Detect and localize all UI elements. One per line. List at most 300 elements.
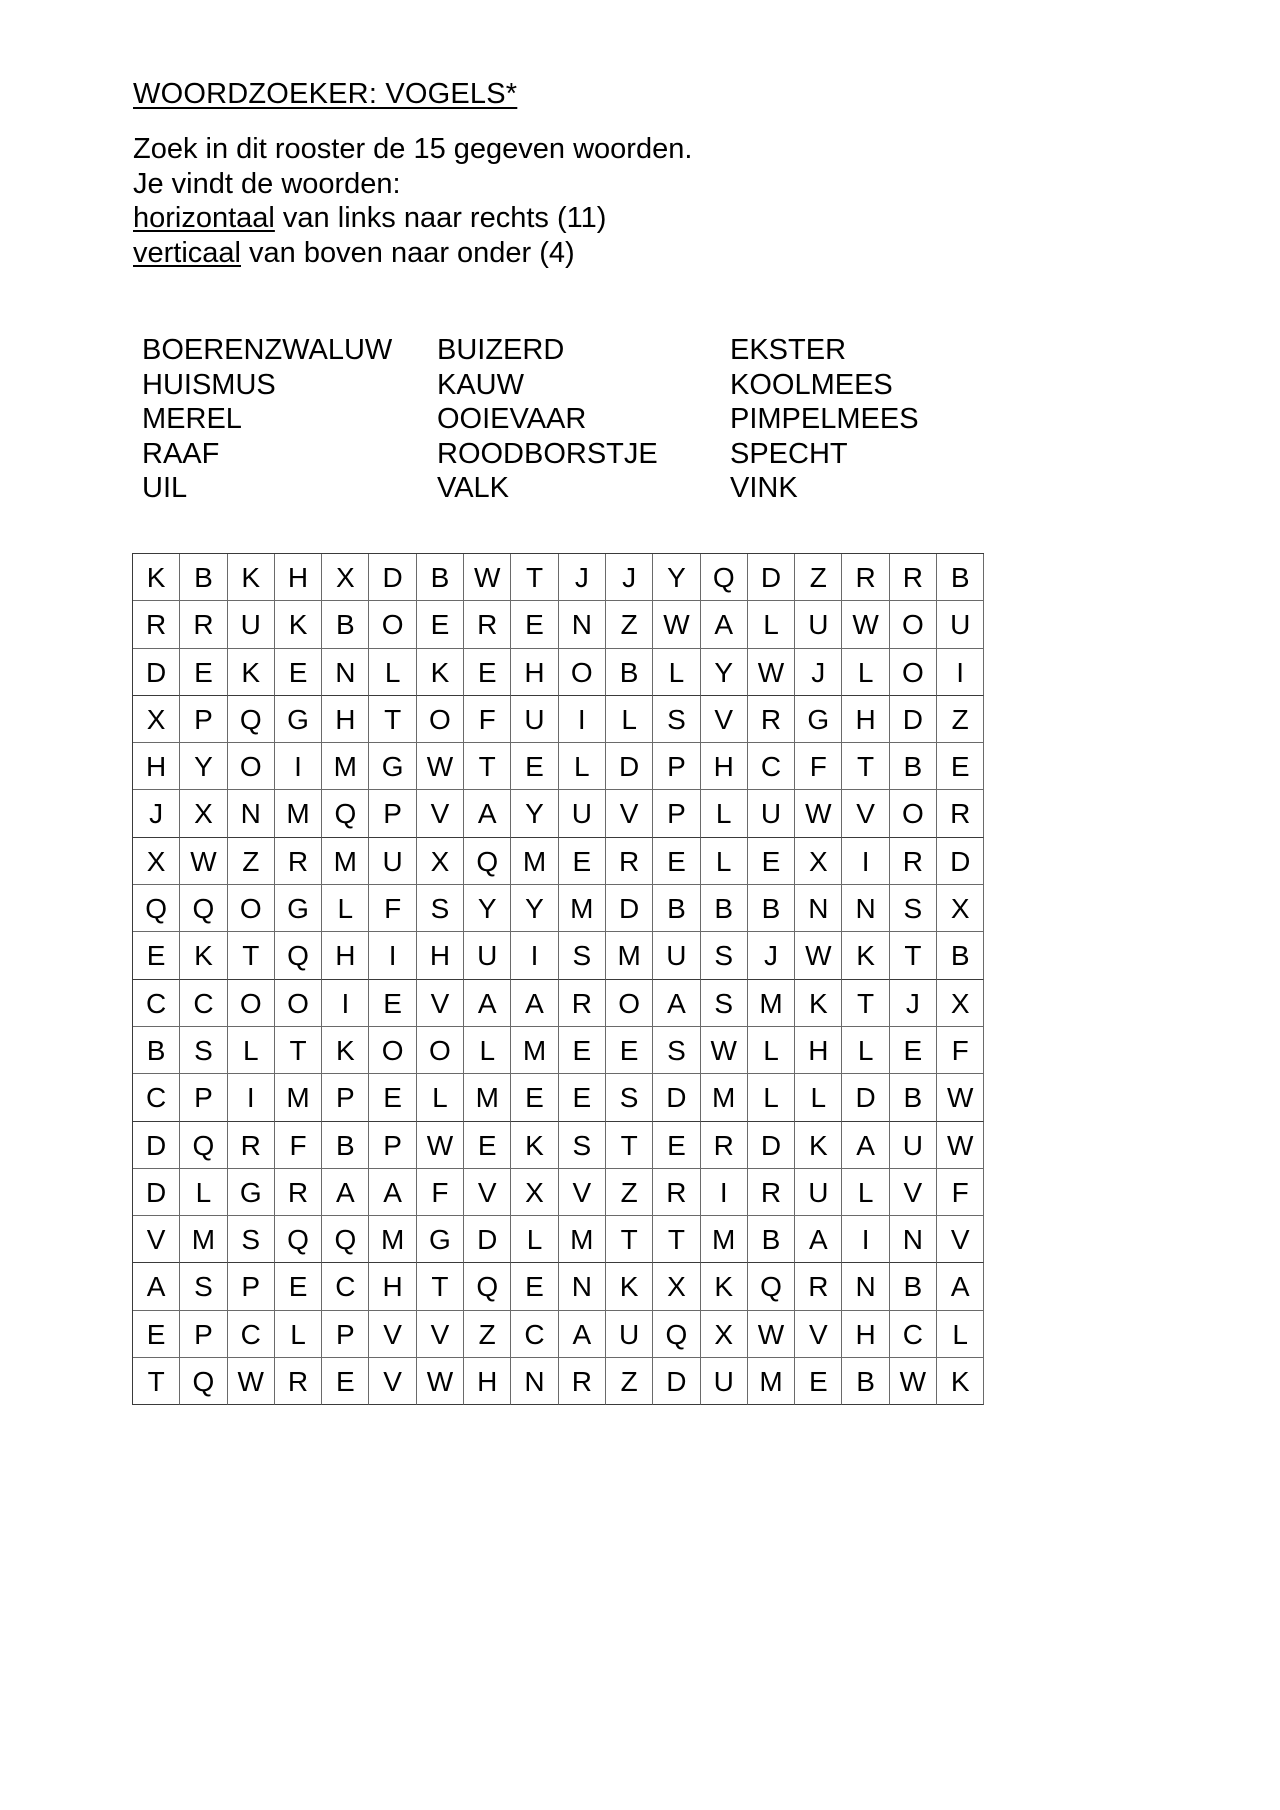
grid-cell[interactable]: W [795,790,842,837]
grid-cell[interactable]: U [795,1169,842,1216]
grid-cell[interactable]: E [322,1358,369,1405]
grid-cell[interactable]: Q [180,1122,227,1169]
grid-cell[interactable]: D [653,1074,700,1121]
grid-cell[interactable]: U [511,696,558,743]
grid-cell[interactable]: I [842,838,889,885]
grid-cell[interactable]: E [653,1122,700,1169]
grid-cell[interactable]: S [417,885,464,932]
grid-cell[interactable]: Z [606,601,653,648]
grid-cell[interactable]: I [559,696,606,743]
grid-cell[interactable]: B [937,932,984,979]
grid-cell[interactable]: Y [511,885,558,932]
grid-cell[interactable]: D [890,696,937,743]
grid-cell[interactable]: N [842,1263,889,1310]
grid-cell[interactable]: L [180,1169,227,1216]
grid-cell[interactable]: A [701,601,748,648]
grid-cell[interactable]: R [464,601,511,648]
grid-cell[interactable]: N [228,790,275,837]
grid-cell[interactable]: Q [275,932,322,979]
grid-cell[interactable]: B [180,554,227,601]
grid-cell[interactable]: F [275,1122,322,1169]
grid-cell[interactable]: E [133,932,180,979]
grid-cell[interactable]: D [369,554,416,601]
grid-cell[interactable]: M [464,1074,511,1121]
grid-cell[interactable]: T [133,1358,180,1405]
grid-cell[interactable]: X [133,838,180,885]
grid-cell[interactable]: D [606,743,653,790]
grid-cell[interactable]: E [464,1122,511,1169]
grid-cell[interactable]: R [748,1169,795,1216]
grid-cell[interactable]: W [464,554,511,601]
grid-cell[interactable]: H [275,554,322,601]
grid-cell[interactable]: V [417,980,464,1027]
grid-cell[interactable]: E [511,743,558,790]
grid-cell[interactable]: Q [653,1311,700,1358]
grid-cell[interactable]: N [322,649,369,696]
grid-cell[interactable]: S [890,885,937,932]
grid-cell[interactable]: A [322,1169,369,1216]
grid-cell[interactable]: T [890,932,937,979]
grid-cell[interactable]: O [369,601,416,648]
grid-cell[interactable]: M [322,743,369,790]
grid-cell[interactable]: A [842,1122,889,1169]
grid-cell[interactable]: S [701,932,748,979]
grid-cell[interactable]: F [369,885,416,932]
grid-cell[interactable]: W [417,1358,464,1405]
grid-cell[interactable]: B [701,885,748,932]
grid-cell[interactable]: Y [653,554,700,601]
grid-cell[interactable]: E [748,838,795,885]
grid-cell[interactable]: E [890,1027,937,1074]
grid-cell[interactable]: X [701,1311,748,1358]
grid-cell[interactable]: O [890,649,937,696]
grid-cell[interactable]: P [180,696,227,743]
grid-cell[interactable]: C [511,1311,558,1358]
grid-cell[interactable]: K [795,1122,842,1169]
grid-cell[interactable]: H [511,649,558,696]
grid-cell[interactable]: J [795,649,842,696]
grid-cell[interactable]: D [606,885,653,932]
grid-cell[interactable]: Z [464,1311,511,1358]
grid-cell[interactable]: X [133,696,180,743]
grid-cell[interactable]: X [322,554,369,601]
grid-cell[interactable]: V [606,790,653,837]
grid-cell[interactable]: U [748,790,795,837]
grid-cell[interactable]: O [275,980,322,1027]
grid-cell[interactable]: V [795,1311,842,1358]
grid-cell[interactable]: B [937,554,984,601]
grid-cell[interactable]: K [937,1358,984,1405]
grid-cell[interactable]: M [275,1074,322,1121]
grid-cell[interactable]: I [228,1074,275,1121]
grid-cell[interactable]: Q [464,1263,511,1310]
grid-cell[interactable]: Q [701,554,748,601]
grid-cell[interactable]: B [133,1027,180,1074]
grid-cell[interactable]: U [701,1358,748,1405]
grid-cell[interactable]: U [795,601,842,648]
grid-cell[interactable]: K [417,649,464,696]
grid-cell[interactable]: M [275,790,322,837]
grid-cell[interactable]: P [180,1311,227,1358]
grid-cell[interactable]: F [464,696,511,743]
grid-cell[interactable]: W [417,743,464,790]
grid-cell[interactable]: T [511,554,558,601]
grid-cell[interactable]: R [701,1122,748,1169]
grid-cell[interactable]: E [937,743,984,790]
grid-cell[interactable]: H [322,932,369,979]
grid-cell[interactable]: V [369,1311,416,1358]
grid-cell[interactable]: P [653,743,700,790]
grid-cell[interactable]: R [559,1358,606,1405]
grid-cell[interactable]: V [464,1169,511,1216]
grid-cell[interactable]: E [133,1311,180,1358]
grid-cell[interactable]: I [511,932,558,979]
grid-cell[interactable]: L [701,838,748,885]
grid-cell[interactable]: S [180,1027,227,1074]
grid-cell[interactable]: D [748,1122,795,1169]
grid-cell[interactable]: L [842,1027,889,1074]
grid-cell[interactable]: R [890,554,937,601]
grid-cell[interactable]: E [417,601,464,648]
grid-cell[interactable]: S [653,1027,700,1074]
grid-cell[interactable]: H [369,1263,416,1310]
grid-cell[interactable]: M [701,1074,748,1121]
grid-cell[interactable]: T [417,1263,464,1310]
grid-cell[interactable]: D [133,1122,180,1169]
grid-cell[interactable]: Z [937,696,984,743]
grid-cell[interactable]: R [606,838,653,885]
grid-cell[interactable]: M [511,1027,558,1074]
grid-cell[interactable]: G [417,1216,464,1263]
grid-cell[interactable]: H [795,1027,842,1074]
grid-cell[interactable]: M [511,838,558,885]
grid-cell[interactable]: E [275,1263,322,1310]
grid-cell[interactable]: W [748,649,795,696]
grid-cell[interactable]: T [606,1216,653,1263]
grid-cell[interactable]: K [795,980,842,1027]
grid-cell[interactable]: K [511,1122,558,1169]
grid-cell[interactable]: U [606,1311,653,1358]
grid-cell[interactable]: I [842,1216,889,1263]
grid-cell[interactable]: E [606,1027,653,1074]
grid-cell[interactable]: O [890,601,937,648]
grid-cell[interactable]: V [890,1169,937,1216]
grid-cell[interactable]: B [417,554,464,601]
grid-cell[interactable]: G [228,1169,275,1216]
grid-cell[interactable]: J [133,790,180,837]
grid-cell[interactable]: P [369,790,416,837]
grid-cell[interactable]: N [559,1263,606,1310]
grid-cell[interactable]: F [795,743,842,790]
grid-cell[interactable]: Q [748,1263,795,1310]
grid-cell[interactable]: W [795,932,842,979]
grid-cell[interactable]: R [180,601,227,648]
grid-cell[interactable]: O [417,1027,464,1074]
grid-cell[interactable]: O [228,743,275,790]
grid-cell[interactable]: D [748,554,795,601]
grid-cell[interactable]: C [133,980,180,1027]
grid-cell[interactable]: A [369,1169,416,1216]
grid-cell[interactable]: E [795,1358,842,1405]
grid-cell[interactable]: C [228,1311,275,1358]
grid-cell[interactable]: U [937,601,984,648]
grid-cell[interactable]: F [937,1169,984,1216]
grid-cell[interactable]: S [653,696,700,743]
grid-cell[interactable]: N [559,601,606,648]
grid-cell[interactable]: E [464,649,511,696]
grid-cell[interactable]: V [701,696,748,743]
grid-cell[interactable]: Q [228,696,275,743]
grid-cell[interactable]: X [511,1169,558,1216]
grid-cell[interactable]: L [275,1311,322,1358]
grid-cell[interactable]: P [653,790,700,837]
grid-cell[interactable]: W [701,1027,748,1074]
grid-cell[interactable]: G [275,696,322,743]
grid-cell[interactable]: J [606,554,653,601]
grid-cell[interactable]: D [133,649,180,696]
grid-cell[interactable]: E [180,649,227,696]
grid-cell[interactable]: K [322,1027,369,1074]
grid-cell[interactable]: K [842,932,889,979]
grid-cell[interactable]: A [559,1311,606,1358]
grid-cell[interactable]: K [701,1263,748,1310]
grid-cell[interactable]: I [322,980,369,1027]
grid-cell[interactable]: A [937,1263,984,1310]
grid-cell[interactable]: B [653,885,700,932]
grid-cell[interactable]: T [606,1122,653,1169]
grid-cell[interactable]: L [937,1311,984,1358]
grid-cell[interactable]: J [890,980,937,1027]
grid-cell[interactable]: M [180,1216,227,1263]
grid-cell[interactable]: S [701,980,748,1027]
grid-cell[interactable]: V [369,1358,416,1405]
grid-cell[interactable]: Q [180,885,227,932]
grid-cell[interactable]: V [417,790,464,837]
grid-cell[interactable]: K [228,554,275,601]
grid-cell[interactable]: P [322,1311,369,1358]
grid-cell[interactable]: T [842,743,889,790]
grid-cell[interactable]: O [417,696,464,743]
grid-cell[interactable]: A [653,980,700,1027]
grid-cell[interactable]: Z [606,1358,653,1405]
grid-cell[interactable]: A [133,1263,180,1310]
grid-cell[interactable]: H [133,743,180,790]
grid-cell[interactable]: W [937,1122,984,1169]
grid-cell[interactable]: S [228,1216,275,1263]
grid-cell[interactable]: G [275,885,322,932]
grid-cell[interactable]: O [606,980,653,1027]
grid-cell[interactable]: G [369,743,416,790]
grid-cell[interactable]: R [133,601,180,648]
grid-cell[interactable]: P [228,1263,275,1310]
grid-cell[interactable]: L [559,743,606,790]
grid-cell[interactable]: H [701,743,748,790]
grid-cell[interactable]: N [795,885,842,932]
grid-cell[interactable]: U [228,601,275,648]
grid-cell[interactable]: R [275,1169,322,1216]
grid-cell[interactable]: R [842,554,889,601]
grid-cell[interactable]: A [464,980,511,1027]
grid-cell[interactable]: C [890,1311,937,1358]
grid-cell[interactable]: D [133,1169,180,1216]
grid-cell[interactable]: U [369,838,416,885]
grid-cell[interactable]: U [464,932,511,979]
grid-cell[interactable]: L [701,790,748,837]
grid-cell[interactable]: T [228,932,275,979]
grid-cell[interactable]: E [511,1263,558,1310]
grid-cell[interactable]: T [369,696,416,743]
grid-cell[interactable]: W [653,601,700,648]
grid-cell[interactable]: H [842,696,889,743]
grid-cell[interactable]: M [322,838,369,885]
grid-cell[interactable]: O [559,649,606,696]
grid-cell[interactable]: Z [228,838,275,885]
grid-cell[interactable]: E [369,1074,416,1121]
grid-cell[interactable]: B [890,1263,937,1310]
grid-cell[interactable]: V [417,1311,464,1358]
grid-cell[interactable]: W [228,1358,275,1405]
grid-cell[interactable]: L [795,1074,842,1121]
grid-cell[interactable]: Z [795,554,842,601]
grid-cell[interactable]: K [133,554,180,601]
grid-cell[interactable]: K [180,932,227,979]
grid-cell[interactable]: B [322,601,369,648]
grid-cell[interactable]: B [890,743,937,790]
grid-cell[interactable]: H [464,1358,511,1405]
grid-cell[interactable]: O [228,980,275,1027]
grid-cell[interactable]: U [890,1122,937,1169]
grid-cell[interactable]: B [606,649,653,696]
grid-cell[interactable]: W [180,838,227,885]
grid-cell[interactable]: K [606,1263,653,1310]
grid-cell[interactable]: M [559,1216,606,1263]
grid-cell[interactable]: L [369,649,416,696]
grid-cell[interactable]: E [559,1027,606,1074]
grid-cell[interactable]: L [322,885,369,932]
grid-cell[interactable]: F [417,1169,464,1216]
grid-cell[interactable]: B [322,1122,369,1169]
grid-cell[interactable]: D [842,1074,889,1121]
grid-cell[interactable]: B [842,1358,889,1405]
grid-cell[interactable]: B [890,1074,937,1121]
grid-cell[interactable]: M [559,885,606,932]
grid-cell[interactable]: W [748,1311,795,1358]
grid-cell[interactable]: R [559,980,606,1027]
grid-cell[interactable]: Y [511,790,558,837]
grid-cell[interactable]: E [559,1074,606,1121]
grid-cell[interactable]: C [133,1074,180,1121]
grid-cell[interactable]: V [133,1216,180,1263]
grid-cell[interactable]: G [795,696,842,743]
grid-cell[interactable]: D [464,1216,511,1263]
grid-cell[interactable]: D [653,1358,700,1405]
grid-cell[interactable]: Q [133,885,180,932]
grid-cell[interactable]: I [937,649,984,696]
grid-cell[interactable]: M [701,1216,748,1263]
grid-cell[interactable]: L [842,1169,889,1216]
grid-cell[interactable]: I [275,743,322,790]
grid-cell[interactable]: V [842,790,889,837]
grid-cell[interactable]: L [748,1074,795,1121]
grid-cell[interactable]: L [653,649,700,696]
grid-cell[interactable]: X [653,1263,700,1310]
grid-cell[interactable]: L [228,1027,275,1074]
grid-cell[interactable]: Y [701,649,748,696]
grid-cell[interactable]: R [653,1169,700,1216]
grid-cell[interactable]: M [606,932,653,979]
grid-cell[interactable]: A [464,790,511,837]
grid-cell[interactable]: H [322,696,369,743]
grid-cell[interactable]: J [748,932,795,979]
grid-cell[interactable]: P [180,1074,227,1121]
grid-cell[interactable]: W [417,1122,464,1169]
grid-cell[interactable]: S [559,932,606,979]
grid-cell[interactable]: I [701,1169,748,1216]
grid-cell[interactable]: X [795,838,842,885]
grid-cell[interactable]: H [417,932,464,979]
grid-cell[interactable]: T [842,980,889,1027]
grid-cell[interactable]: R [937,790,984,837]
grid-cell[interactable]: D [937,838,984,885]
grid-cell[interactable]: L [464,1027,511,1074]
grid-cell[interactable]: B [748,1216,795,1263]
grid-cell[interactable]: R [275,838,322,885]
grid-cell[interactable]: V [937,1216,984,1263]
grid-cell[interactable]: T [653,1216,700,1263]
grid-cell[interactable]: I [369,932,416,979]
grid-cell[interactable]: W [890,1358,937,1405]
grid-cell[interactable]: R [748,696,795,743]
grid-cell[interactable]: R [275,1358,322,1405]
grid-cell[interactable]: W [842,601,889,648]
grid-cell[interactable]: E [653,838,700,885]
grid-cell[interactable]: V [559,1169,606,1216]
grid-cell[interactable]: Y [180,743,227,790]
grid-cell[interactable]: X [937,885,984,932]
grid-cell[interactable]: C [322,1263,369,1310]
grid-cell[interactable]: L [606,696,653,743]
grid-cell[interactable]: A [795,1216,842,1263]
grid-cell[interactable]: L [748,601,795,648]
grid-cell[interactable]: M [748,1358,795,1405]
grid-cell[interactable]: Q [322,790,369,837]
grid-cell[interactable]: T [275,1027,322,1074]
grid-cell[interactable]: W [937,1074,984,1121]
grid-cell[interactable]: C [748,743,795,790]
grid-cell[interactable]: S [559,1122,606,1169]
grid-cell[interactable]: X [937,980,984,1027]
grid-cell[interactable]: E [511,1074,558,1121]
grid-cell[interactable]: R [890,838,937,885]
grid-cell[interactable]: L [748,1027,795,1074]
grid-cell[interactable]: U [653,932,700,979]
grid-cell[interactable]: Q [322,1216,369,1263]
grid-cell[interactable]: N [890,1216,937,1263]
grid-cell[interactable]: F [937,1027,984,1074]
grid-cell[interactable]: L [417,1074,464,1121]
grid-cell[interactable]: H [842,1311,889,1358]
grid-cell[interactable]: K [228,649,275,696]
grid-cell[interactable]: P [369,1122,416,1169]
grid-cell[interactable]: O [369,1027,416,1074]
grid-cell[interactable]: S [180,1263,227,1310]
grid-cell[interactable]: J [559,554,606,601]
grid-cell[interactable]: O [890,790,937,837]
grid-cell[interactable]: L [511,1216,558,1263]
grid-cell[interactable]: E [369,980,416,1027]
grid-cell[interactable]: Q [180,1358,227,1405]
grid-cell[interactable]: X [180,790,227,837]
